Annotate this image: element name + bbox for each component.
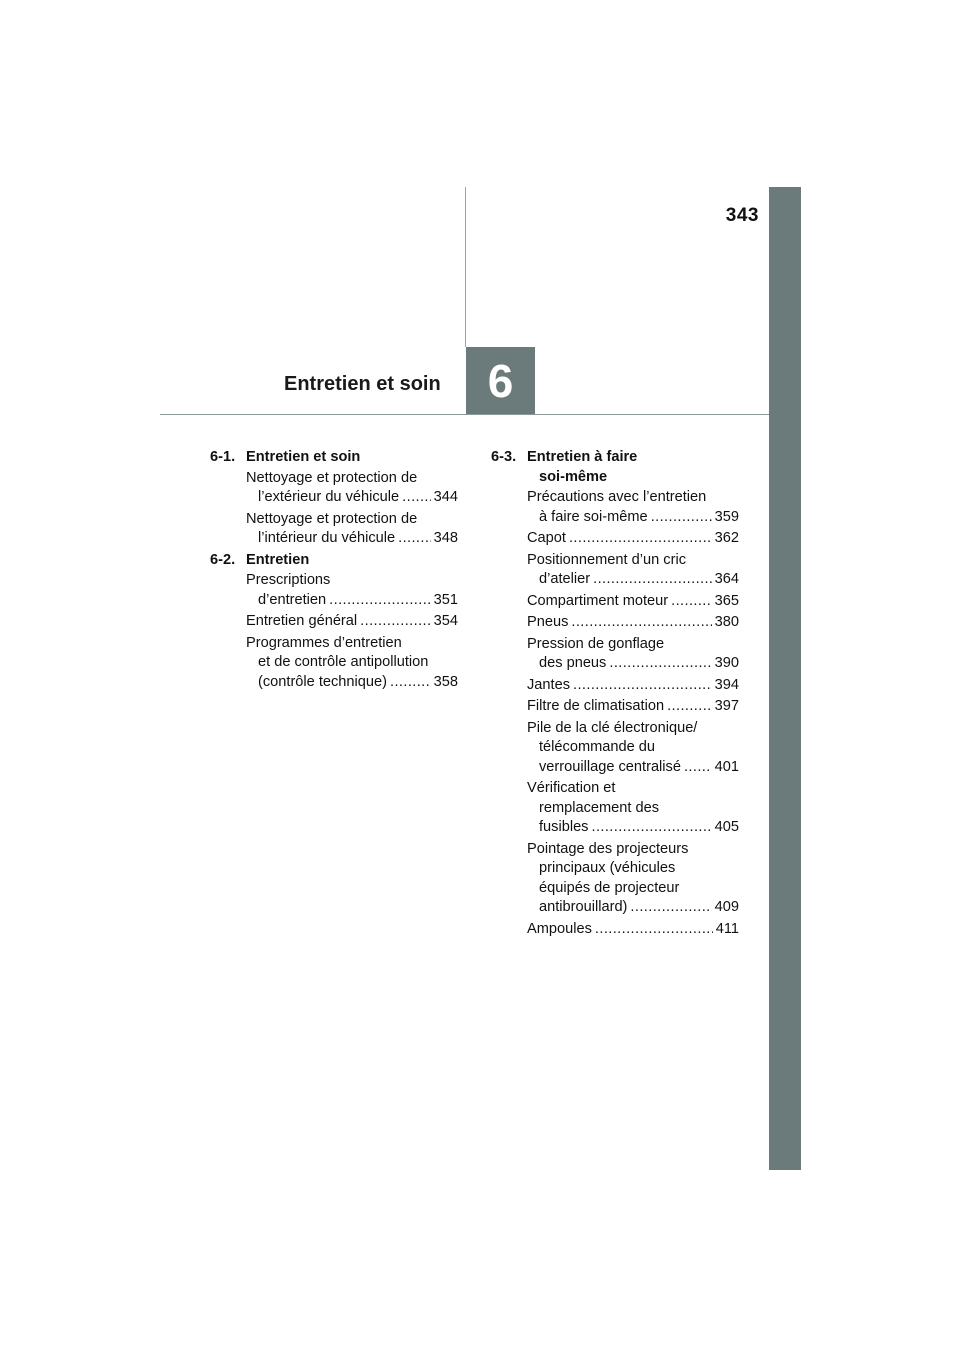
entry-page-number: 344: [433, 489, 458, 505]
dot-leader: [684, 758, 712, 778]
dot-leader: [593, 570, 712, 590]
dot-leader: [573, 676, 712, 696]
entry-text: Vérification et: [527, 780, 616, 796]
section-title-line: Entretien et soin: [246, 449, 361, 465]
toc-entry-link[interactable]: [527, 676, 739, 696]
dot-leader: [398, 529, 431, 549]
section-heading: [210, 551, 458, 571]
entry-last-line: [246, 591, 458, 611]
entry-page-number: 405: [714, 819, 739, 835]
entry-last-line: [527, 758, 739, 778]
section-title: [527, 448, 739, 487]
entry-last-line: [527, 920, 739, 940]
entry-text: d’atelier: [539, 571, 591, 587]
toc-section: [491, 448, 739, 939]
entry-last-line: [527, 592, 739, 612]
entry-text: Positionnement d’un cric: [527, 551, 686, 568]
entry-text: fusibles: [539, 819, 589, 835]
toc-entry-link[interactable]: [527, 719, 739, 778]
entry-text: des pneus: [539, 655, 607, 671]
header-rule: [160, 414, 769, 415]
section-title-line: soi-même: [539, 468, 608, 485]
entry-page-number: 397: [714, 698, 739, 714]
dot-leader: [595, 920, 713, 940]
entry-page-number: 354: [433, 613, 458, 629]
toc-entry-link[interactable]: [527, 920, 739, 940]
dot-leader: [630, 898, 711, 918]
entry-text: Précautions avec l’entretien: [527, 489, 707, 505]
dot-leader: [651, 508, 712, 528]
entry-last-line: [527, 508, 739, 528]
dot-leader: [591, 818, 711, 838]
toc-column-right: [491, 448, 739, 941]
toc-column-left: [210, 448, 458, 694]
entry-text: Entretien général: [246, 613, 358, 629]
entry-last-line: [527, 529, 739, 549]
entry-text: Nettoyage et protection de: [246, 510, 418, 527]
section-heading: [491, 448, 739, 487]
toc-entry-link[interactable]: [246, 634, 458, 693]
entry-text: l’intérieur du véhicule: [258, 530, 396, 546]
entry-text: Ampoules: [527, 920, 592, 937]
dot-leader: [390, 673, 431, 693]
entry-text: Compartiment moteur: [527, 592, 669, 609]
entry-last-line: [246, 529, 458, 549]
entry-page-number: 365: [714, 592, 739, 609]
entry-text: Capot: [527, 530, 566, 546]
section-number: 6-3.: [491, 449, 517, 465]
entry-text: verrouillage centralisé: [539, 758, 681, 775]
dot-leader: [360, 612, 430, 632]
entry-text: à faire soi-même: [539, 508, 648, 525]
entry-text: Pression de gonflage: [527, 635, 665, 652]
entry-text: Pointage des projecteurs: [527, 840, 689, 857]
entry-page-number: 380: [714, 614, 739, 630]
entry-last-line: [527, 676, 739, 696]
entry-text: antibrouillard): [539, 899, 628, 915]
entry-page-number: 390: [714, 655, 739, 671]
entry-text: Pneus: [527, 614, 569, 630]
toc-section: [210, 551, 458, 693]
toc-entry-link[interactable]: [246, 612, 458, 632]
entry-last-line: [246, 673, 458, 693]
entry-page-number: 409: [714, 899, 739, 915]
entry-page-number: 348: [433, 530, 458, 546]
dot-leader: [329, 591, 430, 611]
entry-text: (contrôle technique): [258, 673, 387, 690]
toc-entry-link[interactable]: [246, 571, 458, 610]
entry-text: et de contrôle antipollution: [258, 654, 429, 670]
section-heading: [210, 448, 458, 468]
toc-entry-link[interactable]: [527, 635, 739, 674]
entry-page-number: 401: [714, 758, 739, 775]
entry-text: principaux (véhicules: [539, 860, 676, 876]
entry-page-number: 359: [714, 508, 739, 525]
entry-text: Pile de la clé électronique/: [527, 719, 698, 736]
section-title-line: Entretien à faire: [527, 449, 638, 465]
entry-page-number: 362: [714, 530, 739, 546]
entry-page-number: 394: [714, 676, 739, 693]
vertical-divider: [465, 187, 466, 347]
entry-text: remplacement des: [539, 799, 660, 816]
dot-leader: [571, 613, 711, 633]
entry-last-line: [527, 613, 739, 633]
chapter-title: Entretien et soin: [284, 373, 441, 395]
toc-entry-link[interactable]: [527, 592, 739, 612]
toc-section: [210, 448, 458, 549]
entry-text: d’entretien: [258, 591, 327, 608]
entry-text: télécommande du: [539, 739, 656, 755]
entry-last-line: [527, 654, 739, 674]
entry-text: équipés de projecteur: [539, 879, 680, 896]
entry-last-line: [527, 570, 739, 590]
dot-leader: [402, 488, 430, 508]
page-number: 343: [725, 205, 759, 226]
entry-last-line: [527, 697, 739, 717]
dot-leader: [569, 529, 712, 549]
entry-page-number: 358: [433, 673, 458, 690]
section-title: [246, 551, 458, 571]
section-number: 6-1.: [210, 449, 236, 465]
entry-last-line: [246, 612, 458, 632]
toc-entry-link[interactable]: [527, 697, 739, 717]
chapter-side-tab: [769, 187, 801, 1170]
dot-leader: [667, 697, 712, 717]
entry-last-line: [527, 818, 739, 838]
toc-entry-link[interactable]: [527, 551, 739, 590]
entry-text: Jantes: [527, 676, 570, 693]
section-title: [246, 448, 458, 468]
toc-entry-link[interactable]: [246, 469, 458, 508]
toc-entry-link[interactable]: [527, 529, 739, 549]
entry-text: Nettoyage et protection de: [246, 469, 418, 486]
toc-entry-link[interactable]: [527, 779, 739, 838]
chapter-number-box: [466, 347, 535, 415]
entry-page-number: 364: [714, 571, 739, 587]
section-number: 6-2.: [210, 551, 236, 568]
toc-entry-link[interactable]: [246, 510, 458, 549]
toc-entry-link[interactable]: [527, 840, 739, 918]
entry-page-number: 411: [715, 920, 739, 937]
entry-text: Programmes d’entretien: [246, 634, 402, 651]
dot-leader: [671, 592, 712, 612]
chapter-number: 6: [487, 355, 514, 407]
dot-leader: [609, 654, 711, 674]
entry-text: Prescriptions: [246, 572, 331, 588]
entry-text: Filtre de climatisation: [527, 698, 665, 714]
toc-entry-link[interactable]: [527, 488, 739, 527]
entry-last-line: [246, 488, 458, 508]
section-title-line: Entretien: [246, 551, 310, 568]
toc-entry-link[interactable]: [527, 613, 739, 633]
entry-last-line: [527, 898, 739, 918]
entry-text: l’extérieur du véhicule: [258, 489, 400, 505]
entry-page-number: 351: [433, 591, 458, 608]
